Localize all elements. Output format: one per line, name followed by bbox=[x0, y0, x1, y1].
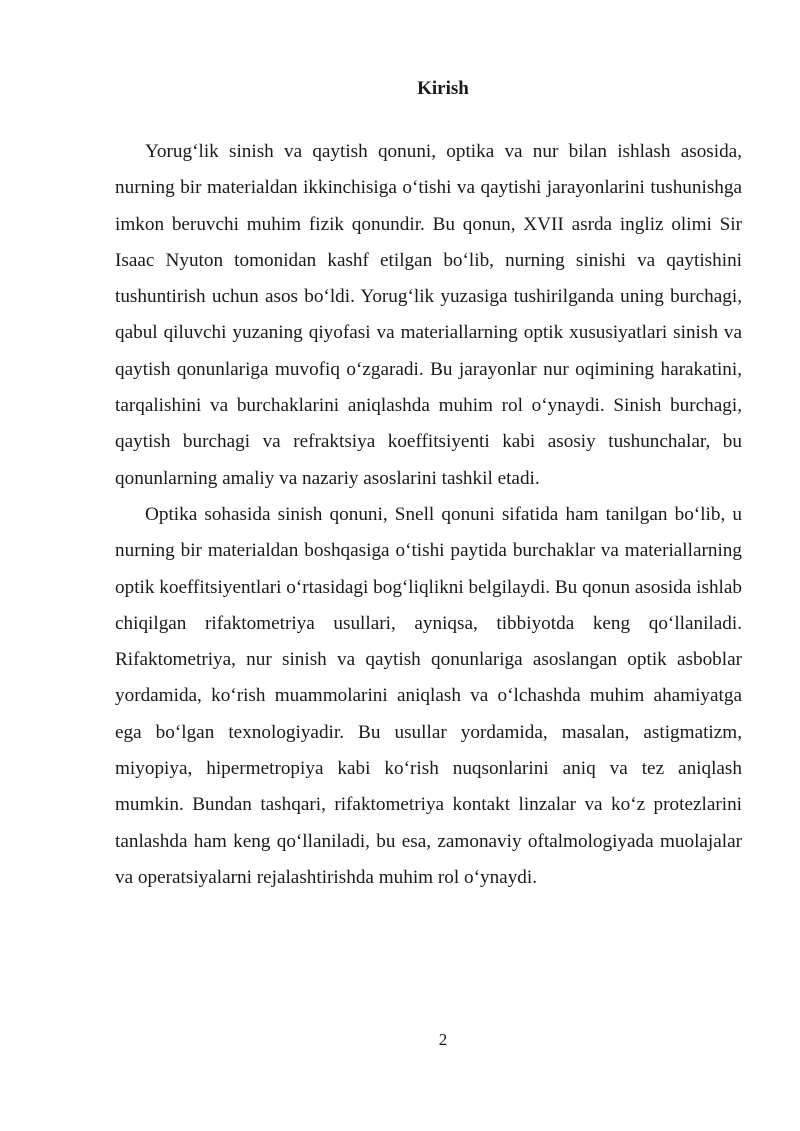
page-number: 2 bbox=[438, 1030, 448, 1049]
paragraph-1: Yorug‘lik sinish va qaytish qonuni, optika va nur bilan ishlash asosida, nurning bir materialdan ikkinchisiga o‘tishi va qaytishi jarayonlarini tushunishga imkon beruvchi muhim fizik qonundir. Bu qonun, XVII asrda ingliz olimi Sir Isaac Nyuton tomonidan kashf etilgan bo‘lib, nurning sinishi va qaytishini tushuntirish uchun asos bo‘ldi. Yorug‘lik yuzasiga tushirilganda uning burchagi, qabul qiluvchi yuzaning qiyofasi va materiallarning optik xususiyatlari sinish va qaytish qonunlariga muvofiq o‘zgaradi. Bu jarayonlar nur oqimining harakatini, tarqalishini va burchaklarini aniqlashda muhim rol o‘ynaydi. Sinish burchagi, qaytish burchagi va refraktsiya koeffitsiyenti kabi asosiy tushunchalar, bu qonunlarning amaliy va nazariy asoslarini tashkil etadi. bbox=[115, 141, 742, 489]
paragraph-2: Optika sohasida sinish qonuni, Snell qonuni sifatida ham tanilgan bo‘lib, u nurning bir materialdan boshqasiga o‘tishi paytida burchaklar va materiallarning optik koeffitsiyentlari o‘rtasidagi bog‘liqlikni belgilaydi. Bu qonun asosida ishlab chiqilgan rifaktometriya usullari, ayniqsa, tibbiyotda keng qo‘llaniladi. Rifaktometriya, nur sinish va qaytish qonunlariga asoslangan optik asboblar yordamida, ko‘rish muammolarini aniqlash va o‘lchashda muhim ahamiyatga ega bo‘lgan texnologiyadir. Bu usullar yordamida, masalan, astigmatizm, miyopiya, hipermetropiya kabi ko‘rish nuqsonlarini aniq va tez aniqlash mumkin. Bundan tashqari, rifaktometriya kontakt linzalar va ko‘z protezlarini tanlashda ham keng qo‘llaniladi, bu esa, zamonaviy oftalmologiyada muolajalar va operatsiyalarni rejalashtirishda muhim rol o‘ynaydi. bbox=[115, 503, 742, 888]
body-text bbox=[115, 134, 742, 896]
page-title: Kirish bbox=[417, 78, 469, 99]
